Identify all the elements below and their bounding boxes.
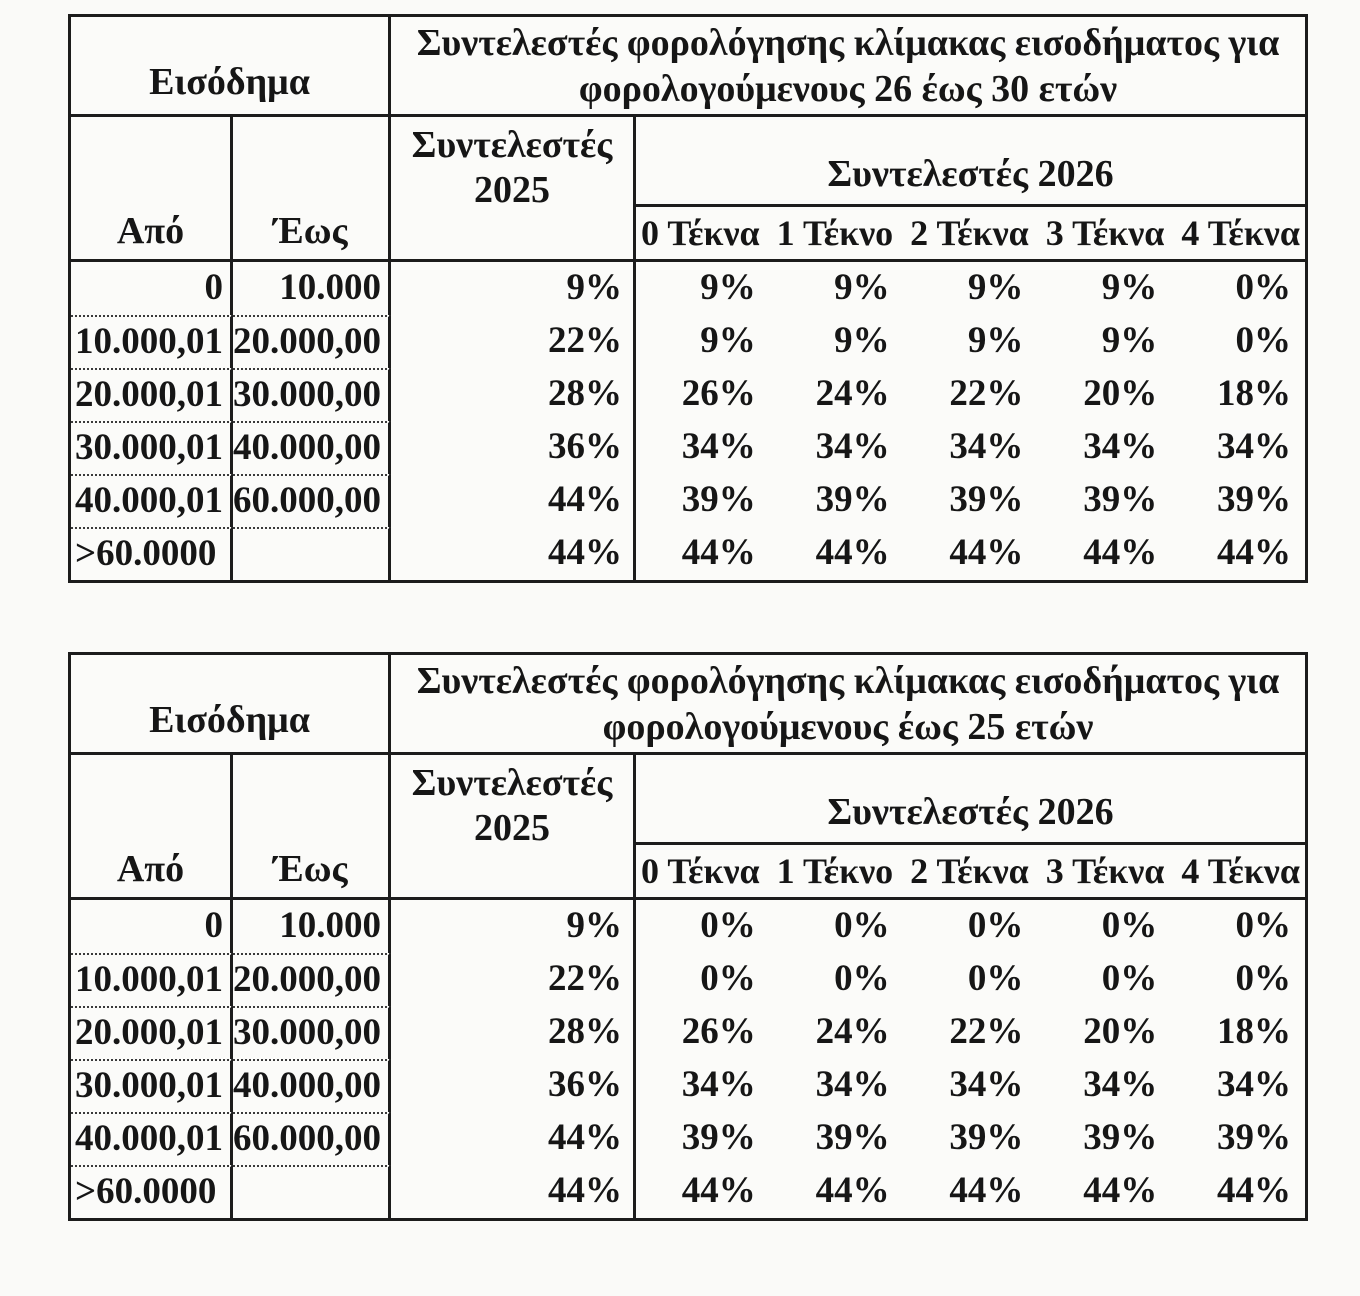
rate-2025-cell: 44% [391, 527, 636, 580]
rate-2026-cell: 0% [1101, 905, 1158, 946]
child-header-3: 3 Τέκνα [1045, 213, 1165, 253]
income-from-cell: 30.000,01 [71, 421, 233, 474]
rate-2026-cell: 9% [834, 267, 890, 308]
income-from-cell: 20.000,01 [71, 1006, 233, 1059]
income-to-cell: 40.000,00 [233, 421, 391, 474]
table-title [391, 17, 1305, 114]
rate-2026-cell: 39% [681, 1117, 756, 1158]
table-row [71, 900, 1305, 953]
income-to-cell: 40.000,00 [233, 1059, 391, 1112]
rate-2026-cell: 0% [967, 905, 1024, 946]
tax-table-26-30 [68, 14, 1308, 583]
rate-2026-cell: 26% [681, 373, 756, 414]
table-row [71, 1059, 1305, 1112]
table-row [71, 1112, 1305, 1165]
rate-2026-cell: 44% [1083, 1170, 1158, 1211]
rate-2026-cell: 39% [949, 479, 1024, 520]
income-to-cell: 60.000,00 [233, 1112, 391, 1165]
rate-2026-cell: 24% [815, 1011, 890, 1052]
rate-2026-cell: 44% [1216, 532, 1291, 573]
rate-2026-cell: 0% [1101, 958, 1158, 999]
rate-2025-cell: 36% [391, 1059, 636, 1112]
rate-2026-cell: 44% [681, 1170, 756, 1211]
income-to-cell [233, 1165, 391, 1218]
income-to-cell: 30.000,00 [233, 368, 391, 421]
rates-2026-header: Συντελεστές 2026 [636, 755, 1305, 845]
rate-2026-cell: 34% [1216, 1064, 1291, 1105]
rate-2026-cell: 0% [700, 958, 756, 999]
rate-2026-cell: 9% [1101, 320, 1158, 361]
rate-2026-cell: 34% [1083, 426, 1158, 467]
rate-2026-cell: 39% [1083, 479, 1158, 520]
child-header-1: 1 Τέκνο [776, 851, 894, 891]
income-from-cell: >60.0000 [71, 1165, 233, 1218]
rate-2026-cell: 34% [949, 1064, 1024, 1105]
column-header-row [71, 755, 1305, 900]
rate-2026-cell: 34% [681, 426, 756, 467]
income-from-cell: 10.000,01 [71, 953, 233, 1006]
income-from-cell: 20.000,01 [71, 368, 233, 421]
income-to-cell: 20.000,00 [233, 315, 391, 368]
rate-2026-cell: 34% [949, 426, 1024, 467]
rate-2026-cell: 0% [1235, 958, 1291, 999]
income-to-cell: 20.000,00 [233, 953, 391, 1006]
table-row [71, 953, 1305, 1006]
table-row [71, 527, 1305, 580]
tax-table-under-25 [68, 652, 1308, 1221]
income-to-cell: 10.000 [233, 262, 391, 315]
rate-2026-cell: 20% [1083, 373, 1158, 414]
rate-2026-cell: 9% [700, 267, 756, 308]
table-row [71, 315, 1305, 368]
rate-2026-cell: 0% [967, 958, 1024, 999]
child-header-0: 0 Τέκνα [641, 213, 760, 253]
rate-2026-cell: 34% [681, 1064, 756, 1105]
rate-2026-cell: 9% [967, 320, 1024, 361]
income-to-cell [233, 527, 391, 580]
to-header: Έως [233, 117, 391, 259]
rate-2025-cell: 28% [391, 368, 636, 421]
rate-2026-cell: 0% [1235, 320, 1291, 361]
rate-2025-cell: 22% [391, 953, 636, 1006]
table-title-line1: Συντελεστές φορολόγησης κλίμακας εισοδήματος για [416, 21, 1280, 64]
rates-2026-header-area [636, 755, 1305, 897]
rate-2026-cell: 39% [1216, 1117, 1291, 1158]
table-row [71, 474, 1305, 527]
income-header-cell [71, 655, 391, 752]
rate-2026-cell: 18% [1216, 373, 1291, 414]
child-header-4: 4 Τέκνα [1181, 213, 1300, 253]
rate-2025-cell: 9% [391, 900, 636, 953]
table-title [391, 655, 1305, 752]
income-header-cell [71, 17, 391, 114]
rate-2026-cell: 0% [834, 958, 890, 999]
rates-2025-header-line2: 2025 [474, 807, 550, 849]
child-header-0: 0 Τέκνα [641, 851, 760, 891]
rate-2026-cell: 44% [949, 532, 1024, 573]
child-header-3: 3 Τέκνα [1045, 851, 1165, 891]
rate-2026-cell: 39% [1216, 479, 1291, 520]
rate-2026-cell: 39% [949, 1117, 1024, 1158]
table-row [71, 1006, 1305, 1059]
income-from-cell: 0 [71, 900, 233, 953]
from-header: Από [71, 117, 233, 259]
rate-2025-cell: 36% [391, 421, 636, 474]
rate-2026-cell: 34% [1216, 426, 1291, 467]
rates-2025-header-line2: 2025 [474, 169, 550, 211]
rate-2025-cell: 44% [391, 474, 636, 527]
rate-2026-cell: 44% [1083, 532, 1158, 573]
rate-2026-cell: 0% [1235, 905, 1291, 946]
income-from-cell: >60.0000 [71, 527, 233, 580]
rate-2026-cell: 0% [834, 905, 890, 946]
income-to-cell: 60.000,00 [233, 474, 391, 527]
rate-2026-cell: 24% [815, 373, 890, 414]
child-header-2: 2 Τέκνα [910, 851, 1029, 891]
income-header-label: Εισόδημα [149, 699, 310, 741]
table-row [71, 368, 1305, 421]
income-to-cell: 30.000,00 [233, 1006, 391, 1059]
rate-2026-cell: 0% [700, 905, 756, 946]
rate-2026-cell: 9% [834, 320, 890, 361]
rate-2026-cell: 34% [815, 1064, 890, 1105]
rate-2026-cell: 20% [1083, 1011, 1158, 1052]
rates-2026-header: Συντελεστές 2026 [636, 117, 1305, 207]
table-title-line2: φορολογούμενους έως 25 ετών [602, 705, 1094, 748]
income-to-cell: 10.000 [233, 900, 391, 953]
rates-2025-header-line1: Συντελεστές [411, 124, 613, 166]
child-header-4: 4 Τέκνα [1181, 851, 1300, 891]
rate-2026-cell: 44% [949, 1170, 1024, 1211]
table-row [71, 1165, 1305, 1218]
children-count-header-row [636, 207, 1305, 259]
rate-2025-cell: 9% [391, 262, 636, 315]
income-from-cell: 40.000,01 [71, 1112, 233, 1165]
column-header-row [71, 117, 1305, 262]
rate-2026-cell: 22% [949, 373, 1024, 414]
table-title-line1: Συντελεστές φορολόγησης κλίμακας εισοδήματος για [416, 659, 1280, 702]
rates-2025-header-line1: Συντελεστές [411, 762, 613, 804]
income-from-cell: 0 [71, 262, 233, 315]
rate-2026-cell: 44% [681, 532, 756, 573]
rate-2026-cell: 9% [700, 320, 756, 361]
from-header: Από [71, 755, 233, 897]
child-header-2: 2 Τέκνα [910, 213, 1029, 253]
rates-2026-header-area [636, 117, 1305, 259]
rates-2025-header [391, 117, 636, 259]
children-count-header-row [636, 845, 1305, 897]
income-from-cell: 30.000,01 [71, 1059, 233, 1112]
rate-2026-cell: 39% [815, 479, 890, 520]
table-title-line2: φορολογούμενους 26 έως 30 ετών [578, 67, 1118, 110]
rate-2026-cell: 22% [949, 1011, 1024, 1052]
child-header-1: 1 Τέκνο [776, 213, 894, 253]
rate-2026-cell: 44% [1216, 1170, 1291, 1211]
rate-2026-cell: 0% [1235, 267, 1291, 308]
income-from-cell: 10.000,01 [71, 315, 233, 368]
rate-2026-cell: 39% [681, 479, 756, 520]
rate-2026-cell: 34% [815, 426, 890, 467]
title-row [71, 655, 1305, 755]
rate-2026-cell: 9% [967, 267, 1024, 308]
rate-2026-cell: 18% [1216, 1011, 1291, 1052]
to-header: Έως [233, 755, 391, 897]
rate-2026-cell: 34% [1083, 1064, 1158, 1105]
rate-2026-cell: 44% [815, 532, 890, 573]
rate-2025-cell: 22% [391, 315, 636, 368]
rate-2025-cell: 44% [391, 1112, 636, 1165]
rate-2025-cell: 28% [391, 1006, 636, 1059]
title-row [71, 17, 1305, 117]
table-row [71, 262, 1305, 315]
rate-2026-cell: 39% [1083, 1117, 1158, 1158]
rate-2026-cell: 9% [1101, 267, 1158, 308]
table-row [71, 421, 1305, 474]
rate-2026-cell: 44% [815, 1170, 890, 1211]
rate-2025-cell: 44% [391, 1165, 636, 1218]
income-header-label: Εισόδημα [149, 61, 310, 103]
rate-2026-cell: 26% [681, 1011, 756, 1052]
income-from-cell: 40.000,01 [71, 474, 233, 527]
rate-2026-cell: 39% [815, 1117, 890, 1158]
rates-2025-header [391, 755, 636, 897]
